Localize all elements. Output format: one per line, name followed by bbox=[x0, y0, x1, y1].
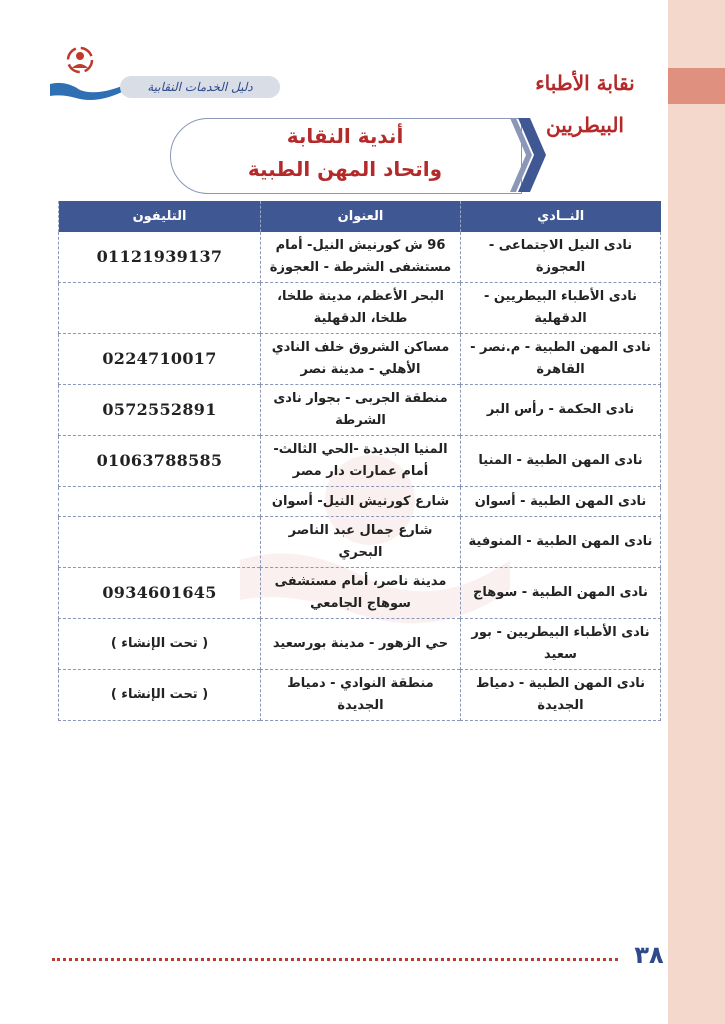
table-row bbox=[59, 283, 661, 334]
table-row bbox=[59, 385, 661, 436]
club-name: نادى الأطباء البيطريين - بور سعيد bbox=[461, 619, 661, 670]
club-address: حي الزهور - مدينة بورسعيد bbox=[261, 619, 461, 670]
club-phone: 0224710017 bbox=[59, 334, 261, 385]
clubs-table bbox=[58, 201, 661, 721]
club-name: نادى المهن الطبية - سوهاج bbox=[461, 568, 661, 619]
table-row bbox=[59, 487, 661, 517]
club-name: نادى الأطباء البيطريين - الدقهلية bbox=[461, 283, 661, 334]
footer-dotted-line bbox=[52, 958, 618, 961]
side-tab bbox=[668, 68, 725, 104]
column-header-club: النــادي bbox=[461, 201, 661, 232]
club-address: مدينة ناصر، أمام مستشفى سوهاج الجامعي bbox=[261, 568, 461, 619]
club-name: نادى المهن الطبية - دمياط الجديدة bbox=[461, 670, 661, 721]
club-phone: 01121939137 bbox=[59, 232, 261, 283]
club-address: شارع جمال عبد الناصر البحري bbox=[261, 517, 461, 568]
table-row bbox=[59, 568, 661, 619]
table-row bbox=[59, 670, 661, 721]
table-row bbox=[59, 334, 661, 385]
table-header-row bbox=[59, 201, 661, 232]
club-address: شارع كورنيش النيل- أسوان bbox=[261, 487, 461, 517]
club-phone bbox=[59, 487, 261, 517]
page-number: ٣٨ bbox=[634, 941, 664, 969]
club-phone: 0572552891 bbox=[59, 385, 261, 436]
club-phone: 01063788585 bbox=[59, 436, 261, 487]
club-phone: ( تحت الإنشاء ) bbox=[59, 619, 261, 670]
table-row bbox=[59, 436, 661, 487]
club-address: البحر الأعظم، مدينة طلخا، طلخا، الدقهلية bbox=[261, 283, 461, 334]
table-row bbox=[59, 517, 661, 568]
table-row bbox=[59, 232, 661, 283]
table-row bbox=[59, 619, 661, 670]
club-phone: ( تحت الإنشاء ) bbox=[59, 670, 261, 721]
syndicate-logo: نقابة الأطباء البيطريين bbox=[535, 71, 635, 137]
column-header-address: العنوان bbox=[261, 201, 461, 232]
club-name: نادى المهن الطبية - م.نصر - القاهرة bbox=[461, 334, 661, 385]
club-address: منطقة النوادي - دمياط الجديدة bbox=[261, 670, 461, 721]
club-name: نادى المهن الطبية - أسوان bbox=[461, 487, 661, 517]
club-address: 96 ش كورنيش النيل- أمام مستشفى الشرطة - العجوزة bbox=[261, 232, 461, 283]
page-subtitle: واتحاد المهن الطبية bbox=[247, 157, 443, 181]
column-header-phone: التليفون bbox=[59, 201, 261, 232]
club-name: نادى النيل الاجتماعى - العجوزة bbox=[461, 232, 661, 283]
club-name: نادى المهن الطبية - المنوفية bbox=[461, 517, 661, 568]
club-address: مساكن الشروق خلف النادي الأهلي - مدينة نصر bbox=[261, 334, 461, 385]
club-phone bbox=[59, 283, 261, 334]
club-phone bbox=[59, 517, 261, 568]
club-phone: 0934601645 bbox=[59, 568, 261, 619]
side-strip bbox=[668, 0, 725, 1024]
club-address: منطقة الجربى - بجوار نادى الشرطة bbox=[261, 385, 461, 436]
club-name: نادى الحكمة - رأس البر bbox=[461, 385, 661, 436]
chevron-left-icon bbox=[510, 118, 550, 192]
hand-person-icon bbox=[46, 40, 126, 110]
page-title: أندية النقابة bbox=[286, 124, 404, 148]
club-address: المنيا الجديدة -الحي الثالث- أمام عمارات دار مصر bbox=[261, 436, 461, 487]
guide-title: دليل الخدمات النقابية bbox=[147, 80, 253, 94]
club-name: نادى المهن الطبية - المنيا bbox=[461, 436, 661, 487]
